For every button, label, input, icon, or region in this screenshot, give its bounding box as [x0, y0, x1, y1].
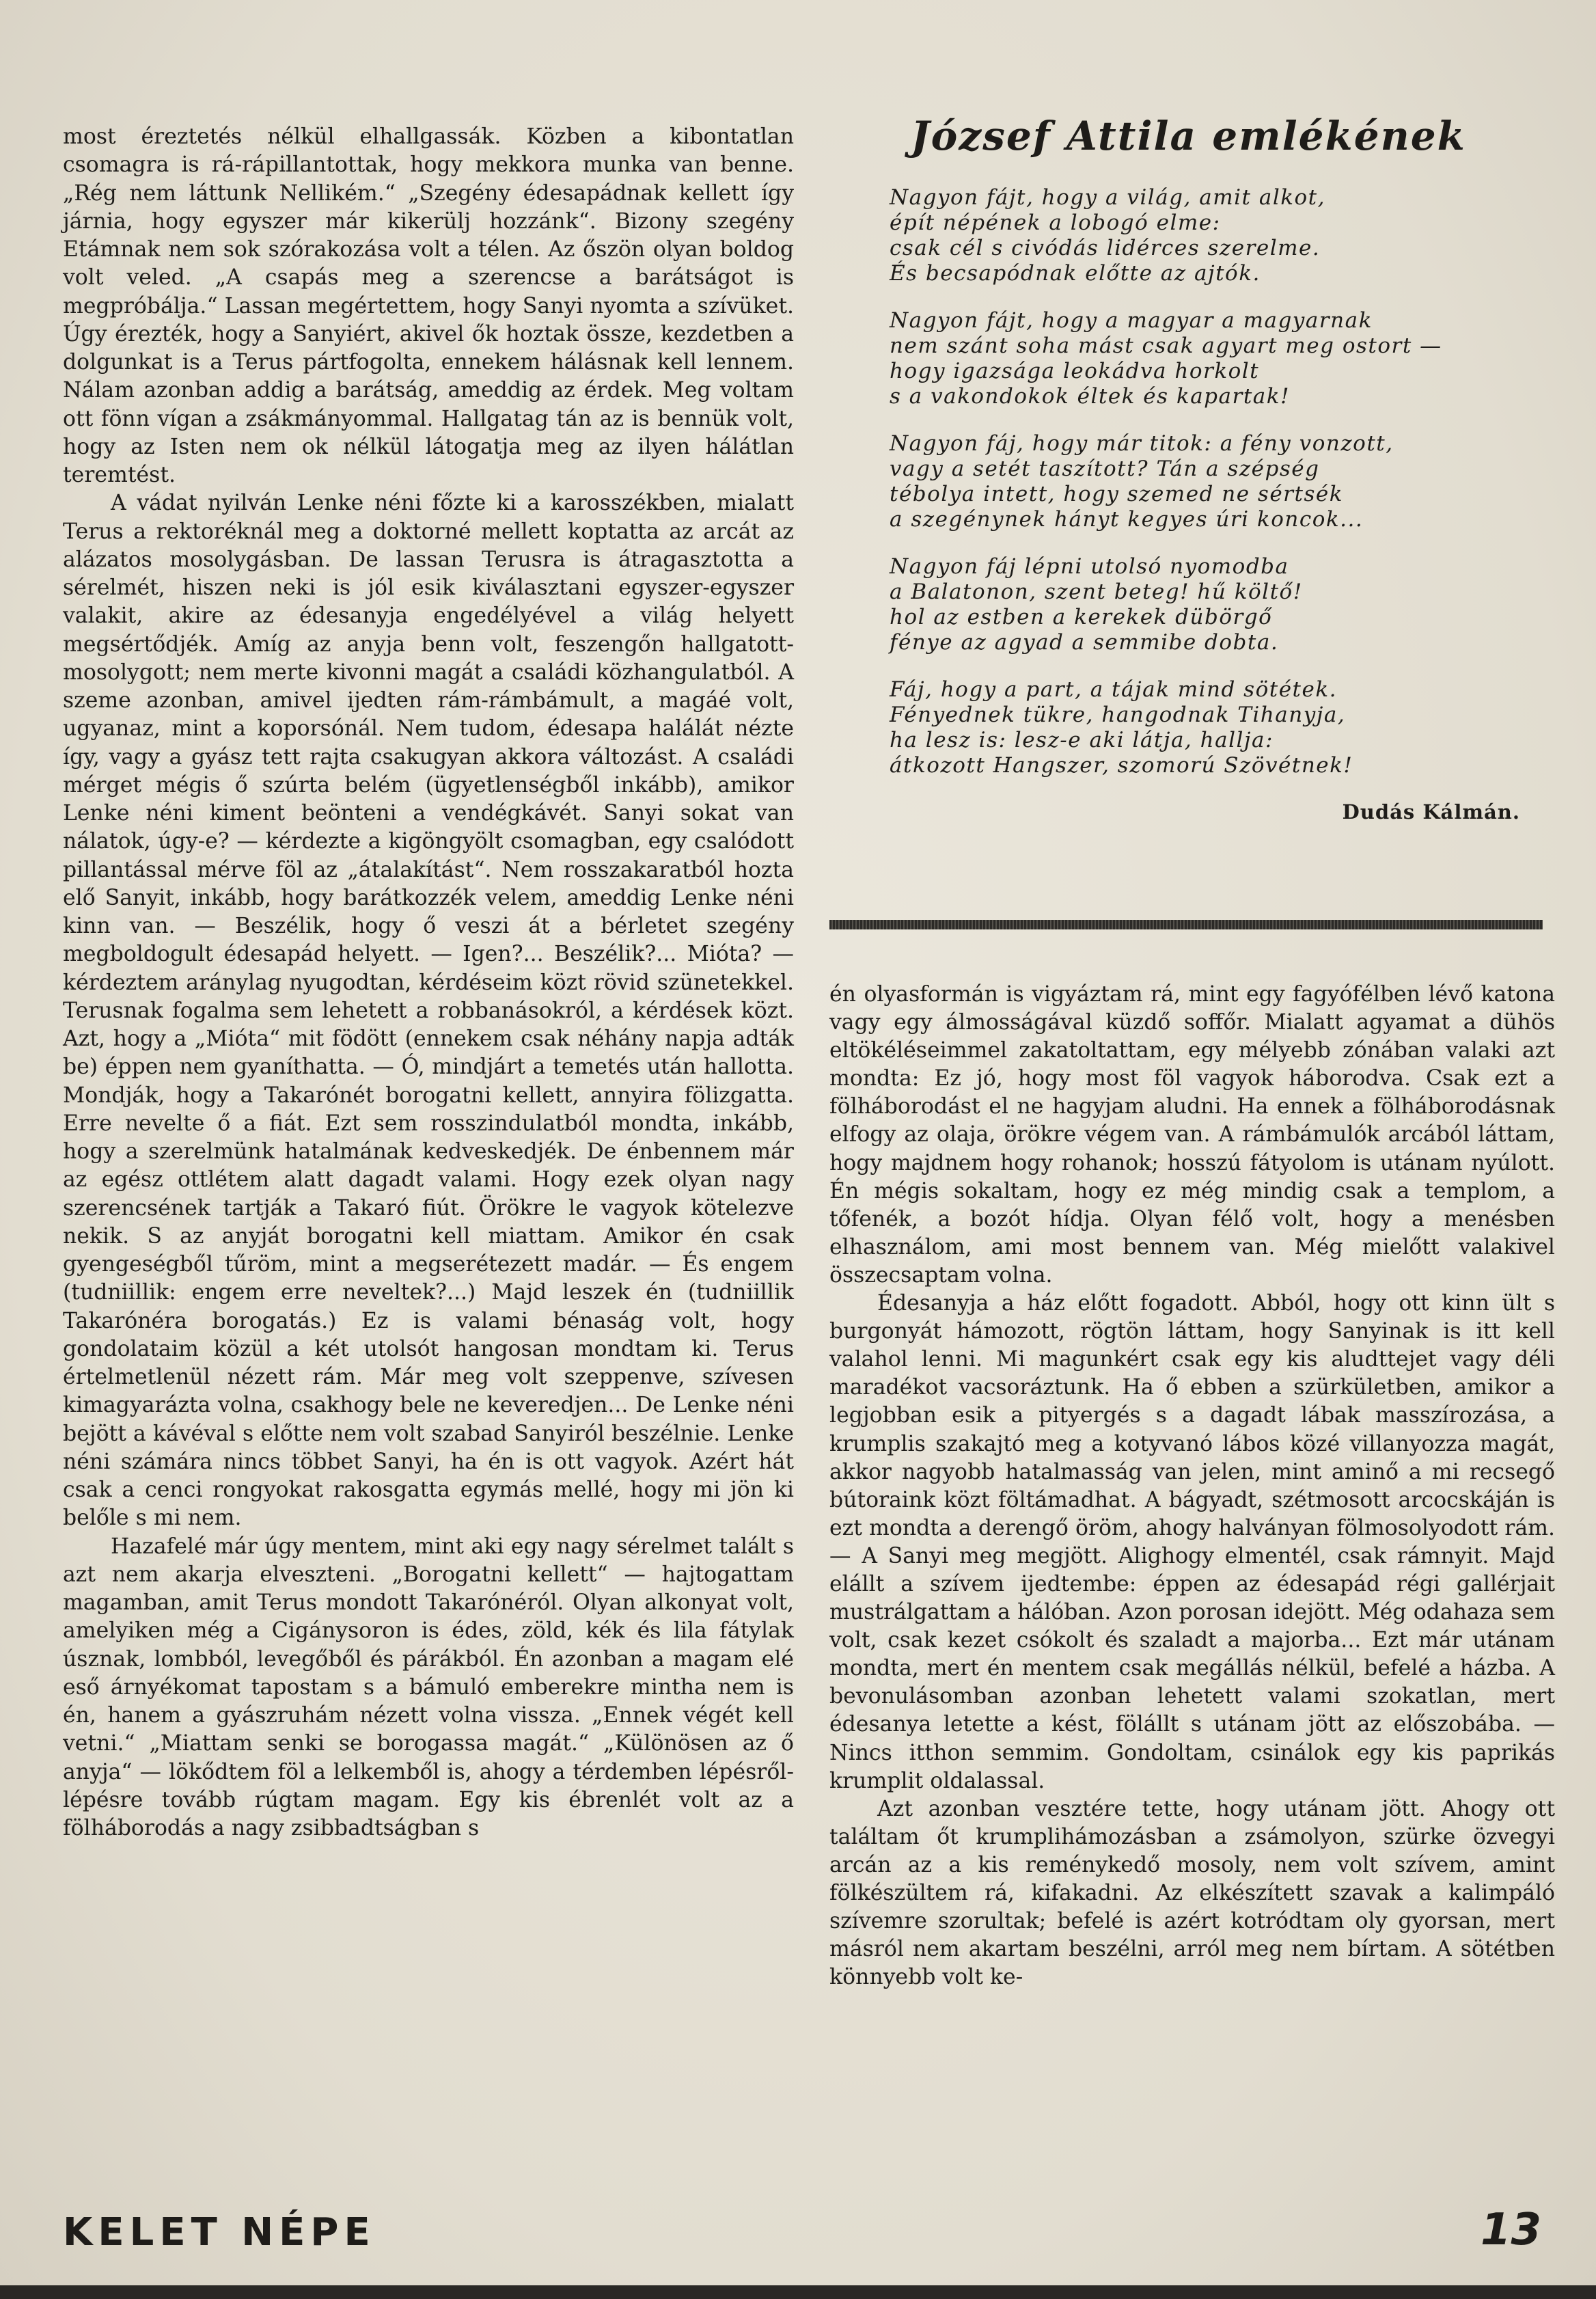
article-right-column: [829, 981, 1555, 1991]
poem-stanza: [890, 554, 1542, 655]
poem-line: És becsapódnak előtte az ajtók.: [890, 261, 1261, 286]
scan-edge: [0, 2285, 1596, 2299]
poem-line: ha lesz is: lesz-e aki látja, hallja:: [890, 728, 1274, 752]
article-paragraph: Édesanyja a ház előtt fogadott. Abból, hogy ott kinn ült s burgonyát hámozott, rögtön láttam, hogy Sanyinak is itt kell valahol lenni. Mi magunkért csak egy kis aludttejet vagy déli maradékot vacsoráztunk. Ha ő ebben a szürkületben, amikor a legjobban esik a pityergés s a dagadt lábak masszírozása, a krumplis szakajtó meg a kotyvanó lábos közé villanyozza magát, akkor nagyobb hatalmasság van jelen, mint aminő a mi recsegő bútoraink közt föltámadhat. A bágyadt, szétmosott arcocskáján is ezt mondta a derengő öröm, ahogy halványan fölmosolyodott rám. — A Sanyi meg megjött. Alighogy elmentél, csak rámnyit. Majd elállt a szívem ijedtembe: éppen az édesapád régi gallérjait mustrálgattam a hálóban. Azon porosan idejött. Még odahaza sem volt, csak kezet csókolt és szaladt a majorba... Ezt már utánam mondta, mert én mentem csak megállás nélkül, befelé a házba. A bevonulásomban azonban lehetett valami szokatlan, mert édesanya letette a kést, fölállt s utánam jött az előszobába. — Nincs itthon semmim. Gondoltam, csinálok egy kis paprikás krumplit oldalassal.: [829, 1291, 1555, 1793]
poem-stanza: [890, 677, 1542, 778]
poem-stanza: [890, 308, 1542, 409]
poem-line: csak cél s civódás lidérces szerelme.: [890, 236, 1321, 260]
magazine-title: KELET NÉPE: [63, 2210, 376, 2255]
poem-line: a szegénynek hányt kegyes úri koncok...: [890, 507, 1364, 532]
article-paragraph: én olyasformán is vigyáztam rá, mint egy fagyófélben lévő katona vagy egy álmosságával küzdő soffőr. Mialatt agyamat a dühös eltökéléseimmel zakatoltattam, egy mélyebb zónában valaki azt mondta: Ez jó, hogy most föl vagyok háborodva. Csak ezt a fölháborodást el ne hagyjam aludni. Ha ennek a fölháborodásnak elfogy az olaja, örökre végem van. A rámbámulók arcából láttam, hogy majdnem hogy rohanok; hosszú fátyolom is utánam nyúlott. Én mégis sokaltam, hogy ez még mindig csak a templom, a tőfenék, a bozót hídja. Olyan félő volt, hogy a menésben elhasználom, ami most bennem van. Még mielőtt valakivel összecsaptam volna.: [829, 982, 1555, 1288]
poem-line: hogy igazsága leokádva horkolt: [890, 359, 1260, 383]
poem-line: épít népének a lobogó elme:: [890, 210, 1221, 235]
article-paragraph: A vádat nyilván Lenke néni főzte ki a karosszékben, mialatt Terus a rektoréknál meg a doktorné mellett koptatta az arcát az alázatos mosolygásban. De lassan Terusra is átragasztotta a sérelmét, hiszen neki is jól esik kiválasztani egyszer-egyszer valakit, akire az édesanyja engedélyével a világ helyett megsértődjék. Amíg az anyja benn volt, feszengőn hallgatott-mosolygott; nem merte kivonni magát a családi közhangulatból. A szeme azonban, amivel ijedten rám-rámbámult, a magáé volt, ugyanaz, mint a koporsónál. Nem tudom, édesapa halálát nézte így, vagy a gyász tett rajta csakugyan akkora változást. A családi mérget mégis ő szúrta belém (ügyetlenségből inkább), amikor Lenke néni kiment beönteni a vendégkávét. Sanyi sokat van nálatok, úgy-e? — kérdezte a kigöngyölt csomagban, egy csalódott pillantással mérve föl az „átalakítást“. Nem rosszakaratból hozta elő Sanyit, inkább, hogy barátkozzék velem, ameddig Lenke néni kinn van. — Beszélik, hogy ő veszi át a bérletet szegény megboldogult édesapád helyett. — Igen?... Beszélik?... Mióta? — kérdeztem aránylag nyugodtan, kérdéseim közt rövid szünetekkel. Terusnak fogalma sem lehetett a robbanásokról, a kérdések közt. Azt, hogy a „Mióta“ mit födött (ennekem csak néhány napja adták be) éppen nem gyaníthatta. — Ó, mindjárt a temetés után hallotta. Mondják, hogy a Takarónét borogatni kellett, annyira fölizgatta. Erre nevelte ő a fiát. Ezt sem rosszindulatból mondta, inkább, hogy a szerelmünk hatalmának kedveskedjék. De énbennem már az egész ottlétem alatt dagadt valami. Hogy ezek olyan nagy szerencsének tartják a Takaró fiút. Örökre le vagyok kötelezve nekik. S az anyját borogatni kell miattam. Amikor én csak gyengeségből tűröm, mint a megserétezett madár. — És engem (tudniillik: engem erre neveltek?...) Majd leszek én (tudniillik Takarónéra borogatás.) Ez is valami bénaság volt, hogy gondolataim közül a két utolsót hangosan mondtam ki. Terus értelmetlenül nézett rám. Már meg volt szeppenve, szívesen kimagyarázta volna, csakhogy bele ne keveredjen... De Lenke néni bejött a kávéval s előtte nem volt szabad Sanyiról beszélnie. Lenke néni számára nincs többet Sanyi, ha én is ott vagyok. Azért hát csak a cenci rongyokat rakosgatta egymás mellé, hogy mi jön ki belőle s mi nem.: [63, 491, 794, 1531]
poem-line: Nagyon fáj, hogy már titok: a fény vonzott,: [890, 431, 1394, 456]
poem-title: József Attila emlékének: [911, 113, 1466, 159]
article-paragraph: most éreztetés nélkül elhallgassák. Közben a kibontatlan csomagra is rá-rápillantottak, hogy mekkora munka van benne. „Rég nem láttunk Nellikém.“ „Szegény édesapádnak kellett így járnia, hogy egyszer már kikerülj hozzánk“. Bizony szegény Etámnak nem sok szórakozása volt a télen. Az őszön olyan boldog volt veled. „A csapás meg a szerencse a barátságot is megpróbálja.“ Lassan megértettem, hogy Sanyi nyomta a szívüket. Úgy érezték, hogy a Sanyiért, akivel ők hoztak össze, kezdetben a dolgunkat is a Terus pártfogolta, ennekem hálásnak kell lennem. Nálam azonban addig a barátság, ameddig az érdek. Meg voltam ott fönn vígan a zsákmányommal. Hallgatag tán az is bennük volt, hogy az Isten nem ok nélkül látogatja meg az ilyen hálátlan teremtést.: [63, 124, 794, 487]
article-paragraph: Azt azonban vesztére tette, hogy utánam jött. Ahogy ott találtam őt krumplihámozásban a zsámolyon, szürke özvegyi arcán az a kis reménykedő mosoly, nem volt szívem, amint fölkészültem rá, kifakadni. Az elkészített szavak a kalimpáló szívemre szorultak; befelé is azért kotródtam oly gyorsan, mert másról nem akartam beszélni, arról meg nem bírtam. A sötétben könnyebb volt ke-: [829, 1796, 1555, 1990]
poem-line: hol az estben a kerekek dübörgő: [890, 605, 1273, 629]
poem-author: Dudás Kálmán.: [1342, 800, 1520, 824]
poem-stanza: [890, 431, 1542, 532]
poem-block: [835, 113, 1542, 824]
poem-line: átkozott Hangszer, szomorú Szövétnek!: [890, 753, 1353, 778]
poem-stanza: [890, 185, 1542, 286]
poem-line: Nagyon fájt, hogy a világ, amit alkot,: [890, 185, 1325, 210]
poem-line: Fáj, hogy a part, a tájak mind sötétek.: [890, 677, 1337, 702]
poem-line: s a vakondokok éltek és kapartak!: [890, 384, 1291, 409]
poem-line: vagy a setét taszított? Tán a szépség: [890, 457, 1320, 481]
poem-line: Fényednek tükre, hangodnak Tihanyja,: [890, 703, 1346, 727]
section-divider: [829, 920, 1543, 929]
poem-line: a Balatonon, szent beteg! hű költő!: [890, 580, 1303, 604]
poem-line: Nagyon fájt, hogy a magyar a magyarnak: [890, 308, 1373, 333]
poem-line: fénye az agyad a semmibe dobta.: [890, 630, 1279, 655]
poem-line: nem szánt soha mást csak agyart meg ostort —: [890, 334, 1442, 358]
article-paragraph: Hazafelé már úgy mentem, mint aki egy nagy sérelmet talált s azt nem akarja elveszteni. „Borogatni kellett“ — hajtogattam magamban, amit Terus mondott Takarónéról. Olyan alkonyat volt, amelyiken még a Cigánysoron is édes, zöld, kék és lila fátylak úsznak, lombból, levegőből és párákból. Én azonban a magam elé eső árnyékomat tapostam s a bámuló emberekre mintha nem is én, hanem a gyászruhám nézett volna vissza. „Ennek végét kell vetni.“ „Miattam senki se borogassa magát.“ „Különösen az ő anyja“ — lökődtem föl a lelkemből is, ahogy a térdemben lépésről-lépésre tovább rúgtam magam. Egy kis ébrenlét volt az a fölháborodás a nagy zsibbadtságban s: [63, 1534, 794, 1840]
poem-line: Nagyon fáj lépni utolsó nyomodba: [890, 554, 1289, 579]
poem-line: tébolya intett, hogy szemed ne sértsék: [890, 482, 1343, 506]
page-number: 13: [1480, 2205, 1541, 2255]
article-left-column: [63, 123, 794, 1842]
